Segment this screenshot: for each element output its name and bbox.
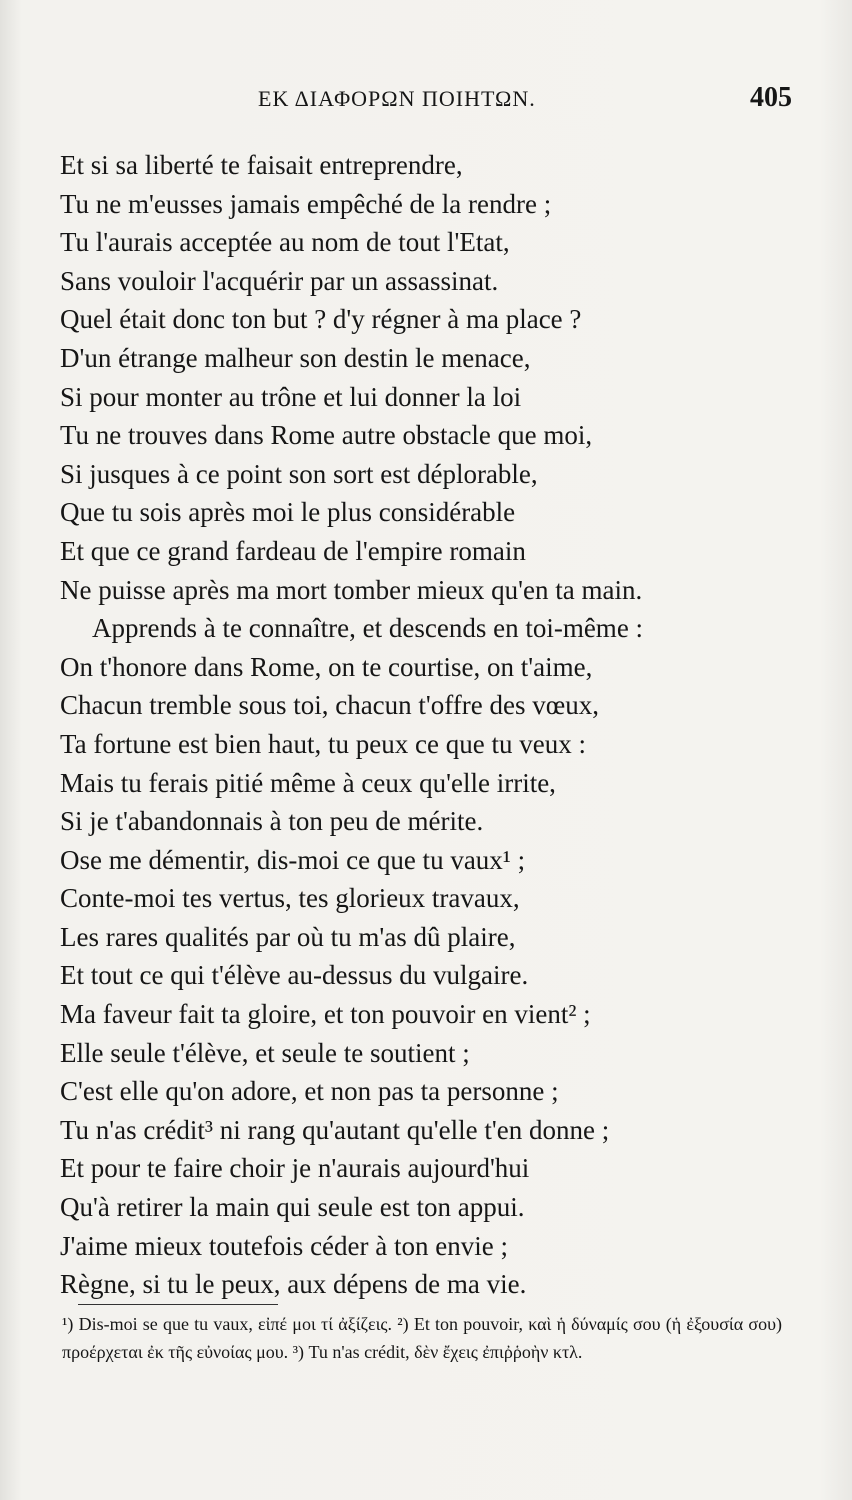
poem-line: Et que ce grand fardeau de l'empire romain bbox=[60, 535, 526, 566]
poem-line: Ta fortune est bien haut, tu peux ce que tu veux : bbox=[60, 728, 586, 759]
poem-line: Quel était donc ton but ? d'y régner à ma place ? bbox=[60, 304, 582, 335]
poem-line: Sans vouloir l'acquérir par un assassinat. bbox=[60, 265, 499, 296]
poem-line: Si je t'abandonnais à ton peu de mérite. bbox=[60, 806, 484, 837]
poem-line: Conte-moi tes vertus, tes glorieux travaux, bbox=[60, 883, 520, 914]
poem-line: Et si sa liberté te faisait entreprendre, bbox=[60, 150, 463, 180]
page-header bbox=[0, 82, 852, 120]
poem-line: Ne puisse après ma mort tomber mieux qu'en ta main. bbox=[60, 574, 643, 605]
poem-text bbox=[60, 146, 800, 1304]
footnote-divider bbox=[78, 1304, 278, 1305]
poem-line: Si pour monter au trône et lui donner la loi bbox=[60, 381, 522, 412]
poem-line: Ma faveur fait ta gloire, et ton pouvoir en vient² ; bbox=[60, 999, 591, 1030]
page-number: 405 bbox=[750, 82, 792, 113]
poem-line: Que tu sois après moi le plus considérable bbox=[60, 497, 516, 528]
poem-line: Règne, si tu le peux, aux dépens de ma vie. bbox=[60, 1269, 527, 1300]
poem-line: Tu ne trouves dans Rome autre obstacle que moi, bbox=[60, 420, 593, 451]
poem-line: Tu ne m'eusses jamais empêché de la rendre ; bbox=[60, 188, 552, 219]
poem-line: C'est elle qu'on adore, et non pas ta personne ; bbox=[60, 1076, 559, 1107]
poem-line: J'aime mieux toutefois céder à ton envie ; bbox=[60, 1230, 508, 1261]
poem-line: Et pour te faire choir je n'aurais aujourd'hui bbox=[60, 1153, 530, 1184]
poem-line: Qu'à retirer la main qui seule est ton appui. bbox=[60, 1192, 525, 1223]
poem-line: Si jusques à ce point son sort est déplorable, bbox=[60, 458, 538, 489]
poem-line: Ose me démentir, dis-moi ce que tu vaux¹ ; bbox=[60, 844, 526, 875]
running-title: ΕΚ ΔΙΑΦΟΡΩΝ ΠΟΙΗΤΩΝ. bbox=[258, 86, 536, 111]
poem-line: Tu l'aurais acceptée au nom de tout l'Etat, bbox=[60, 227, 510, 258]
poem-line: D'un étrange malheur son destin le menace, bbox=[60, 342, 531, 373]
poem-line: Et tout ce qui t'élève au-dessus du vulgaire. bbox=[60, 960, 529, 991]
footnotes bbox=[62, 1310, 782, 1366]
poem-line: Mais tu ferais pitié même à ceux qu'elle irrite, bbox=[60, 767, 556, 798]
poem-line: Tu n'as crédit³ ni rang qu'autant qu'elle t'en donne ; bbox=[60, 1114, 610, 1145]
poem-line: Les rares qualités par où tu m'as dû plaire, bbox=[60, 921, 516, 952]
poem-line: Elle seule t'élève, et seule te soutient ; bbox=[60, 1037, 470, 1068]
poem-line: Apprends à te connaître, et descends en toi-même : bbox=[92, 613, 644, 644]
poem-line: Chacun tremble sous toi, chacun t'offre des vœux, bbox=[60, 690, 599, 721]
footnote-text: ¹) Dis-moi se que tu vaux, εἰπέ μοι τί ἀξίζεις. ²) Et ton pouvoir, καὶ ἡ δύναμίς σου (ἡ ἐξουσία σου) προέρχεται ἐκ τῆς εὐνοίας μου. ³) Tu n'as crédit, δὲν ἔχεις ἐπιῤῥοὴν κτλ. bbox=[62, 1314, 782, 1362]
poem-line: On t'honore dans Rome, on te courtise, on t'aime, bbox=[60, 651, 593, 682]
